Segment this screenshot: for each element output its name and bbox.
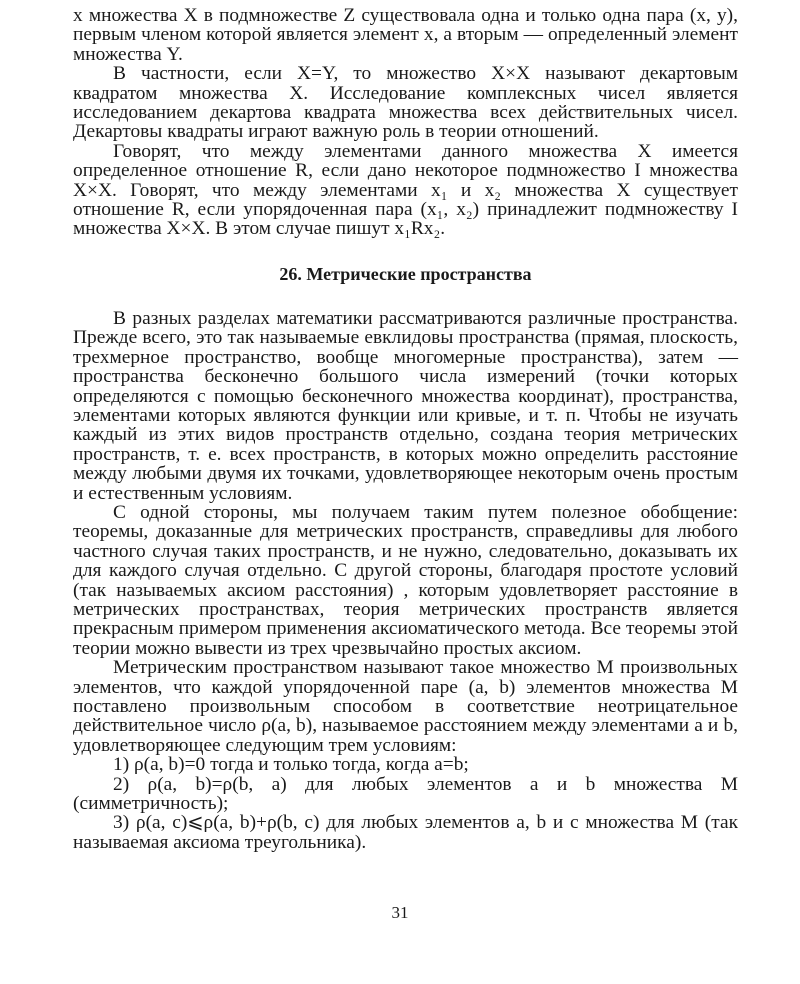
paragraph-intro-2: В частности, если X=Y, то множество X×X называют декартовым квадратом множества X. Исследование комплексных чисел является исследованием декартова квадрата множества всех действительных чисел. Декартовы квадраты играют важную роль в теории отношений.: [73, 63, 738, 143]
paragraph-intro-3: Говорят, что между элементами данного множества X имеется определенное отношение R, если дано некоторое подмножество I множества X×X. Говорят, что между элементами x₁ и x₂ множества X существует отношение R, если упорядоченная пара (x₁, x₂) принадлежит подмножеству I множества X×X. В этом случае пишут x₁Rx₂.: [73, 140, 738, 240]
paragraph-section-2: С одной стороны, мы получаем таким путем полезное обобщение: теоремы, доказанные для метрических пространств, справедливы для любого частного случая таких пространств, и не нужно, следовательно, доказывать их для каждого случая отдельно. С другой стороны, благодаря простоте условий (так называемых аксиом расстояния) , которым удовлетворяет расстояние в метрических пространствах, теория метрических пространств является прекрасным примером применения аксиоматического метода. Все теоремы этой теории можно вывести из трех чрезвычайно простых аксиом.: [73, 501, 738, 659]
paragraph-intro-1: x множества X в подмножестве Z существовала одна и только одна пара (x, y), первым членом которой является элемент x, а вторым — определенный элемент множества Y.: [73, 5, 738, 65]
section-heading: 26. Метрические пространства: [279, 263, 532, 284]
paragraph-section-1: В разных разделах математики рассматриваются различные пространства. Прежде всего, это так называемые евклидовы пространства (прямая, плоскость, трехмерное пространство, вообще многомерные пространства), затем — пространства бесконечно большого числа измерений (точки которых определяются с помощью бесконечного множества координат), пространства, элементами которых являются функции или кривые, и т. п. Чтобы не изучать каждый из этих видов пространств отдельно, создана теория метрических пространств, т. е. всех пространств, в которых можно определить расстояние между любыми двумя их точками, удовлетворяющее некоторым очень простым и естественным условиям.: [73, 307, 738, 504]
paragraph-definition: Метрическим пространством называют такое множество M произвольных элементов, что каждой упорядоченной паре (a, b) элементов множества M поставлено произвольным способом в соответствие неотрицательное действительное число ρ(a, b), называемое расстоянием между элементами a и b, удовлетворяющее следующим трем условиям:: [73, 657, 738, 756]
condition-3: 3) ρ(a, c)⩽ρ(a, b)+ρ(b, c) для любых элементов a, b и c множества M (так называемая аксиома треугольника).: [73, 812, 738, 853]
page-number: 31: [391, 903, 409, 922]
condition-1: 1) ρ(a, b)=0 тогда и только тогда, когда a=b;: [113, 754, 469, 776]
condition-2: 2) ρ(a, b)=ρ(b, a) для любых элементов a и b множества M (симметричность);: [73, 773, 738, 815]
